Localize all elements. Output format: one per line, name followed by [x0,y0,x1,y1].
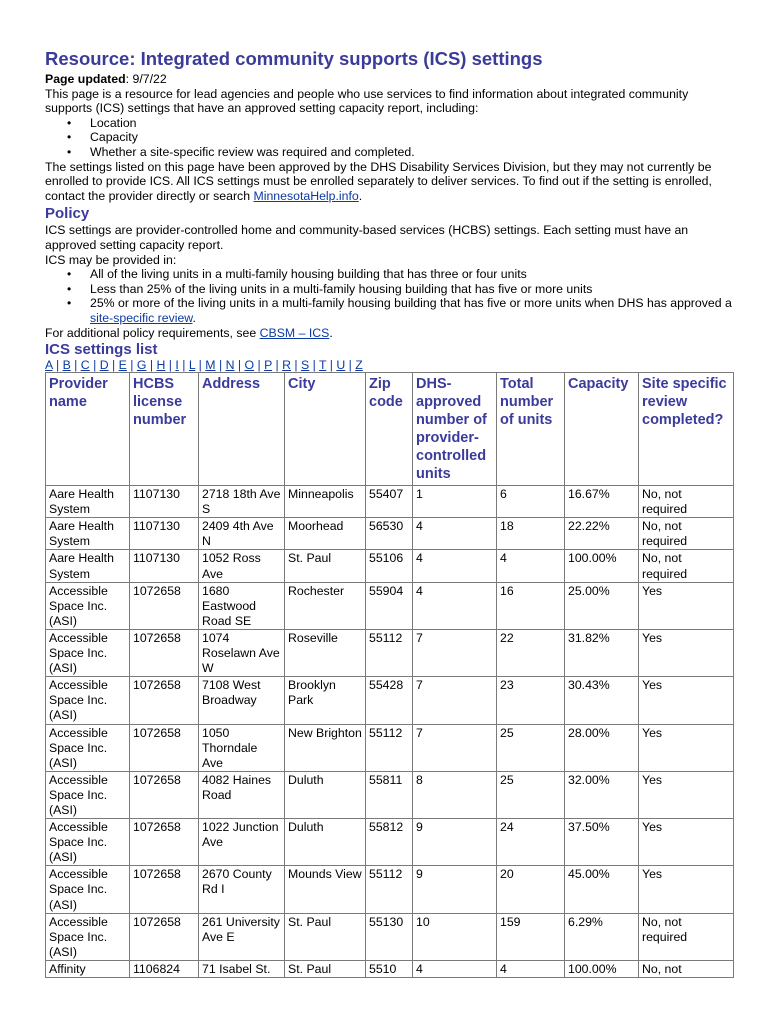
table-cell: 55904 [366,582,413,629]
table-row [46,518,734,550]
alphabet-link-h[interactable]: H [156,358,166,373]
table-row [46,724,734,771]
table-cell: No, not required [639,913,734,960]
table-cell: 55106 [366,550,413,582]
column-header: Zip code [366,373,413,486]
alphabet-index [45,359,735,372]
table-cell: 1072658 [130,677,199,724]
table-cell: Minneapolis [285,486,366,518]
site-specific-review-link[interactable]: site-specific review [90,310,193,325]
table-cell: 1680 Eastwood Road SE [199,582,285,629]
table-row [46,582,734,629]
table-cell: 261 University Ave E [199,913,285,960]
bullet-icon: • [67,267,72,282]
alphabet-link-b[interactable]: B [62,358,71,373]
table-cell: 7 [413,677,497,724]
alphabet-link-r[interactable]: R [282,358,291,373]
alphabet-separator: | [234,358,245,373]
policy-list-item: • All of the living units in a multi-family housing building that has three or four units [67,267,527,282]
column-header: City [285,373,366,486]
table-cell: Accessible Space Inc. (ASI) [46,771,130,818]
alphabet-link-i[interactable]: I [175,358,179,373]
table-row [46,960,734,977]
alphabet-separator: | [108,358,119,373]
table-cell: 100.00% [565,960,639,977]
table-cell: 55407 [366,486,413,518]
alphabet-separator: | [345,358,356,373]
table-cell: 1072658 [130,771,199,818]
table-cell: Roseville [285,629,366,676]
table-cell: Yes [639,866,734,913]
alphabet-separator: | [146,358,157,373]
alphabet-link-u[interactable]: U [336,358,346,373]
alphabet-separator: | [195,358,206,373]
table-cell: Accessible Space Inc. (ASI) [46,582,130,629]
table-row [46,629,734,676]
table-cell: Yes [639,771,734,818]
table-cell: 7 [413,724,497,771]
table-cell: Mounds View [285,866,366,913]
table-cell: 4 [413,960,497,977]
table-cell: 159 [497,913,565,960]
table-cell: New Brighton [285,724,366,771]
alphabet-separator: | [52,358,63,373]
alphabet-link-l[interactable]: L [188,358,196,373]
policy-list-item: • Less than 25% of the living units in a multi-family housing building that has five or more units [67,281,593,296]
table-cell: 30.43% [565,677,639,724]
table-row [46,550,734,582]
bullet-icon: • [67,115,72,130]
table-cell: 55112 [366,866,413,913]
table-row [46,677,734,724]
table-cell: 1072658 [130,724,199,771]
table-cell: 31.82% [565,629,639,676]
alphabet-link-z[interactable]: Z [355,358,363,373]
table-cell: 2670 County Rd I [199,866,285,913]
table-cell: 6 [497,486,565,518]
table-cell: 1052 Ross Ave [199,550,285,582]
table-cell: 5510 [366,960,413,977]
page-updated-label: Page updated [45,72,126,86]
table-cell: St. Paul [285,913,366,960]
table-cell: 4 [413,582,497,629]
intro-list-item: • Whether a site-specific review was required and completed. [67,144,415,159]
table-cell: 7108 West Broadway [199,677,285,724]
alphabet-separator: | [291,358,302,373]
alphabet-link-s[interactable]: S [301,358,310,373]
bullet-icon: • [67,130,72,145]
table-cell: 55811 [366,771,413,818]
alphabet-link-o[interactable]: O [244,358,255,373]
table-cell: 1074 Roselawn Ave W [199,629,285,676]
table-cell: 1072658 [130,913,199,960]
ics-settings-table [45,372,734,978]
table-cell: Aare Health System [46,550,130,582]
column-header: Capacity [565,373,639,486]
table-cell: 23 [497,677,565,724]
column-header: HCBS license number [130,373,199,486]
table-cell: 16.67% [565,486,639,518]
alphabet-separator: | [165,358,176,373]
table-cell: 1107130 [130,518,199,550]
cbsm-ics-link[interactable]: CBSM – ICS [259,325,330,340]
table-cell: 1072658 [130,582,199,629]
table-cell: 45.00% [565,866,639,913]
table-cell: 24 [497,819,565,866]
table-cell: Accessible Space Inc. (ASI) [46,866,130,913]
table-cell: 20 [497,866,565,913]
table-row [46,771,734,818]
intro-paragraph: This page is a resource for lead agencies and people who use services to find information about integrated community supports (ICS) settings that have an approved setting capacity report, including: [45,86,689,116]
bullet-icon: • [67,296,72,311]
table-cell: 1107130 [130,550,199,582]
table-cell: 32.00% [565,771,639,818]
policy-list [45,267,735,325]
page-updated [45,72,735,87]
table-cell: 22 [497,629,565,676]
table-cell: 4 [497,550,565,582]
table-cell: 9 [413,819,497,866]
table-cell: Yes [639,819,734,866]
alphabet-link-g[interactable]: G [136,358,147,373]
table-cell: 4 [497,960,565,977]
table-cell: 25 [497,771,565,818]
alphabet-link-m[interactable]: M [205,358,216,373]
policy-heading: Policy [45,205,90,223]
table-body [46,486,734,978]
alphabet-separator: | [70,358,81,373]
alphabet-separator: | [326,358,337,373]
alphabet-link-e[interactable]: E [118,358,127,373]
table-cell: 25.00% [565,582,639,629]
column-header: DHS-approved number of provider-controlled units [413,373,497,486]
policy-paragraph: ICS settings are provider-controlled home and community-based services (HCBS) settings. Each setting must have an approved setting capacity report. [45,223,689,252]
table-cell: 9 [413,866,497,913]
table-cell: 18 [497,518,565,550]
table-cell: Yes [639,629,734,676]
table-row [46,866,734,913]
table-row [46,819,734,866]
table-cell: 71 Isabel St. [199,960,285,977]
table-cell: Accessible Space Inc. (ASI) [46,913,130,960]
alphabet-separator: | [254,358,265,373]
alphabet-separator: | [215,358,226,373]
table-cell: No, not required [639,550,734,582]
table-cell: 8 [413,771,497,818]
alphabet-separator: | [89,358,100,373]
alphabet-separator: | [272,358,283,373]
table-cell: Affinity [46,960,130,977]
table-cell: 7 [413,629,497,676]
table-cell: Accessible Space Inc. (ASI) [46,819,130,866]
table-cell: 1107130 [130,486,199,518]
alphabet-link-d[interactable]: D [99,358,109,373]
table-cell: 55428 [366,677,413,724]
table-cell: 1106824 [130,960,199,977]
table-cell: No, not required [639,486,734,518]
policy-provided: ICS may be provided in: [45,252,177,267]
table-cell: 1072658 [130,866,199,913]
table-cell: 1050 Thorndale Ave [199,724,285,771]
intro-list [45,116,735,160]
page-title: Resource: Integrated community supports (ICS) settings [45,48,543,69]
table-cell: 2718 18th Ave S [199,486,285,518]
bullet-icon: • [67,144,72,159]
table-cell: Moorhead [285,518,366,550]
table-cell: 6.29% [565,913,639,960]
column-header: Address [199,373,285,486]
table-cell: St. Paul [285,960,366,977]
bullet-icon: • [67,281,72,296]
table-cell: 37.50% [565,819,639,866]
table-header-row [46,373,734,486]
table-cell: Accessible Space Inc. (ASI) [46,629,130,676]
table-cell: 10 [413,913,497,960]
table-cell: Accessible Space Inc. (ASI) [46,724,130,771]
table-cell: 2409 4th Ave N [199,518,285,550]
policy-more: For additional policy requirements, see CBSM – ICS. [45,325,333,340]
table-cell: 22.22% [565,518,639,550]
table-cell: No, not required [639,518,734,550]
alphabet-separator: | [126,358,137,373]
intro-list-item: • Capacity [67,130,138,145]
table-cell: Aare Health System [46,486,130,518]
table-cell: Rochester [285,582,366,629]
table-cell: 28.00% [565,724,639,771]
table-cell: 4082 Haines Road [199,771,285,818]
column-header: Site specific review completed? [639,373,734,486]
table-cell: 16 [497,582,565,629]
column-header: Provider name [46,373,130,486]
alphabet-link-n[interactable]: N [225,358,235,373]
table-cell: St. Paul [285,550,366,582]
table-cell: Accessible Space Inc. (ASI) [46,677,130,724]
table-cell: 4 [413,518,497,550]
table-cell: Yes [639,724,734,771]
alphabet-separator: | [309,358,320,373]
table-cell: 1 [413,486,497,518]
alphabet-link-t[interactable]: T [319,358,327,373]
table-cell: Yes [639,582,734,629]
intro-list-item: • Location [67,115,137,130]
alphabet-separator: | [178,358,189,373]
document-page [45,48,735,978]
table-cell: 55812 [366,819,413,866]
table-cell: 1072658 [130,629,199,676]
table-row [46,913,734,960]
table-cell: 100.00% [565,550,639,582]
ics-list-heading: ICS settings list [45,341,158,359]
policy-list-item: • 25% or more of the living units in a multi-family housing building that has five or more units when DHS has approved a site-specific review. [67,296,732,325]
alphabet-link-p[interactable]: P [264,358,273,373]
table-cell: 1072658 [130,819,199,866]
alphabet-link-c[interactable]: C [80,358,90,373]
table-cell: Brooklyn Park [285,677,366,724]
table-cell: No, not [639,960,734,977]
table-cell: Aare Health System [46,518,130,550]
table-cell: 55112 [366,629,413,676]
settings-paragraph: The settings listed on this page have been approved by the DHS Disability Services Division, but they may not currently be enrolled to provide ICS. All ICS settings must be enrolled separately to deliver services. To find out if the setting is enrolled, contact the provider directly or search MinnesotaHelp.info. [45,159,712,203]
alphabet-link-a[interactable]: A [45,358,53,373]
table-cell: 56530 [366,518,413,550]
table-cell: 1022 Junction Ave [199,819,285,866]
table-row [46,486,734,518]
page-updated-value: : 9/7/22 [125,72,167,86]
table-cell: Duluth [285,771,366,818]
table-cell: Yes [639,677,734,724]
minnesotahelp-link[interactable]: MinnesotaHelp.info [253,188,359,203]
table-cell: 25 [497,724,565,771]
column-header: Total number of units [497,373,565,486]
table-cell: 55130 [366,913,413,960]
table-cell: 4 [413,550,497,582]
table-cell: Duluth [285,819,366,866]
table-cell: 55112 [366,724,413,771]
